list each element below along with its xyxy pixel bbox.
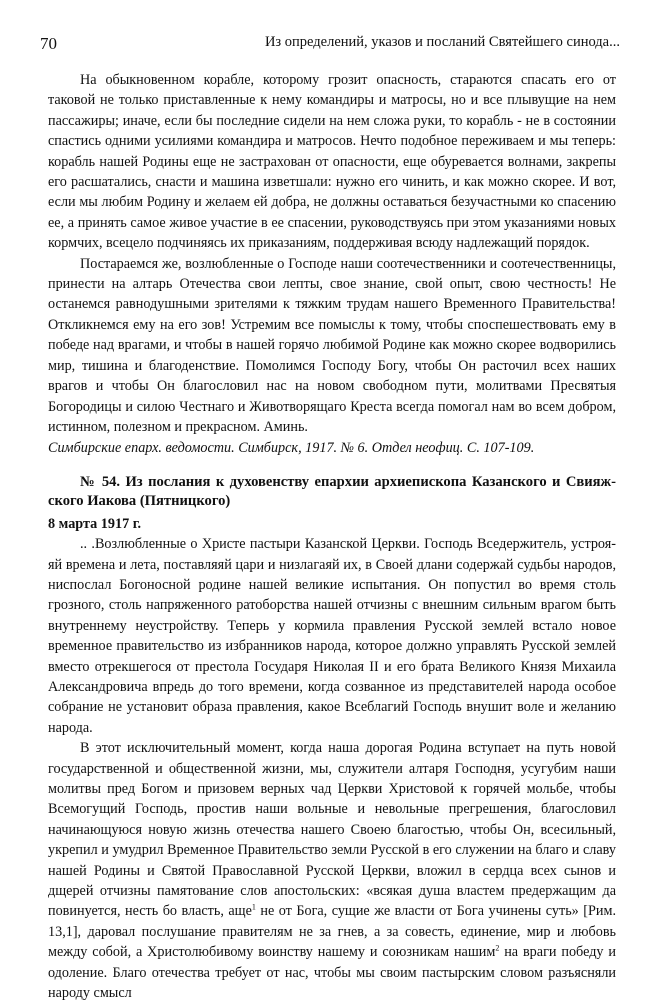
body-text: [48, 70, 616, 1003]
paragraph-2: Постараемся же, возлюбленные о Господе наши соотечественники и соотечественницы, принести на алтарь Отечества свои лепты, свое знание, свой опыт, свою честность! Не останемся равнодушными зрителями к тяжким трудам нашего Временного Правительства! Откликнемся ему на его зов! Устремим все помыслы к тому, чтобы споспешествовать ему в победе над врагами, и чтобы в нашей горячо любимой Родине как можно скорее водворились мир, тишина и благоденствие. Помолимся Господу Богу, чтобы Он расточил всех наших врагов и чтобы Он благословил нас на новом свободном пути, молитвами Пресвятыя Богородицы и силою Честнаго и Животворящаго Креста всегда помогал нам во всем добром, истинном, полезном и прекрасном. Аминь.: [48, 255, 616, 435]
paragraph-4-part-c: на враги победу и одоление. Благо отечества требует от нас, чтобы мы своим пастырским словом разъясняли народу смысл: [48, 944, 616, 1002]
paragraph-1: На обыкновенном корабле, которому грозит опасность, стараются спасать его от таковой не только приставленные к нему командиры и матросы, но и все плывущие на нем пассажиры; иначе, если бы последние сидели на нем сложа руки, то корабль - не в состоянии спастись одними усилиями командира и матросов. Нечто подобное переживаем и мы теперь: корабль нашей Родины еще не застрахован от опасности, еще обуревается волнами, закрепы его расшатались, снасти и машина изветшали: нужно его чинить, и как можно скорее. И вот, если мы любим Родину и желаем ей добра, не должны оставаться безучастными ко спасению ее, а принять самое живое участие в ее спасении, руководствуясь при этом указаниями новых кормчих, всецело подчиняясь их приказаниям, поддерживая всюду надлежащий порядок.: [48, 72, 616, 252]
footnote-ref-1: 1: [251, 902, 256, 912]
page-header: [40, 34, 620, 56]
paragraph-4-part-a: В этот исключительный момент, когда наша дорогая Родина вступает на путь новой государственной и общественной жизни, мы, служители алтаря Господня, усугубим наши молитвы пред Богом и призовем верных чад Церкви Христовой к горячей мольбе, чтобы Всемогущий Господь, простив наши вольные и невольные прегрешения, благословил начинающуюся новую жизнь отечества нашего Своею благостью, чтобы Он, всесильный, укрепил и умудрил Временное Правительство земли Русской в его служении на благо и славу нашей Родины и Святой Православной Русской Церкви, вложил в сердца всех сынов и дщерей отчизны памятование слов апостольских: «всякая душа властем предержащим да повинуется, несть бо власть, аще: [48, 740, 616, 920]
document-heading: № 54. Из послания к духовенству епархии архиепископа Казанского и Свияж-ского Иакова (Пятницкого): [48, 473, 616, 509]
paragraph-3: .. .Возлюбленные о Христе пастыри Казанской Церкви. Господь Вседержитель, устроя-яй времена и лета, поставляяй цари и низлагаяй их, в Своей длани содержай судьбы народов, ниспослал Богоносной родине нашей великие испытания. Он попустил во время столь грозного, столь напряженного ратоборства нашей отчизны с внешним сильным врагом быть внутреннему неустройству. Теперь у кормила правления Русской землей встало новое временное правительство из избранников народа, которое должно управлять Русской землей вместо отрекшегося от престола Государя Николая II и его брата Великого Князя Михаила Александровича впредь до того времени, когда созванное из представителей народа особое собрание не установит образа правления, какое Всеблагий Господь внушит воле и желанию народа.: [48, 536, 616, 736]
running-title: Из определений, указов и посланий Святейшего синода...: [264, 34, 620, 50]
paragraph-4-part-b: не от Бога, сущие же власти от Бога учинены суть» [Рим. 13,1], даровал послушание правителям не за гнев, а за совесть, единение, мир и любовь между собой, а Христолюбивому воинству нашему и союзникам нашим: [48, 903, 616, 961]
footnote-ref-2: 2: [495, 943, 500, 953]
page-number: 70: [40, 34, 57, 53]
paragraph-4: [48, 738, 616, 1003]
document-date: 8 марта 1917 г.: [48, 515, 142, 532]
source-citation: Симбирские епарх. ведомости. Симбирск, 1917. № 6. Отдел неофиц. С. 107-109.: [48, 440, 535, 457]
